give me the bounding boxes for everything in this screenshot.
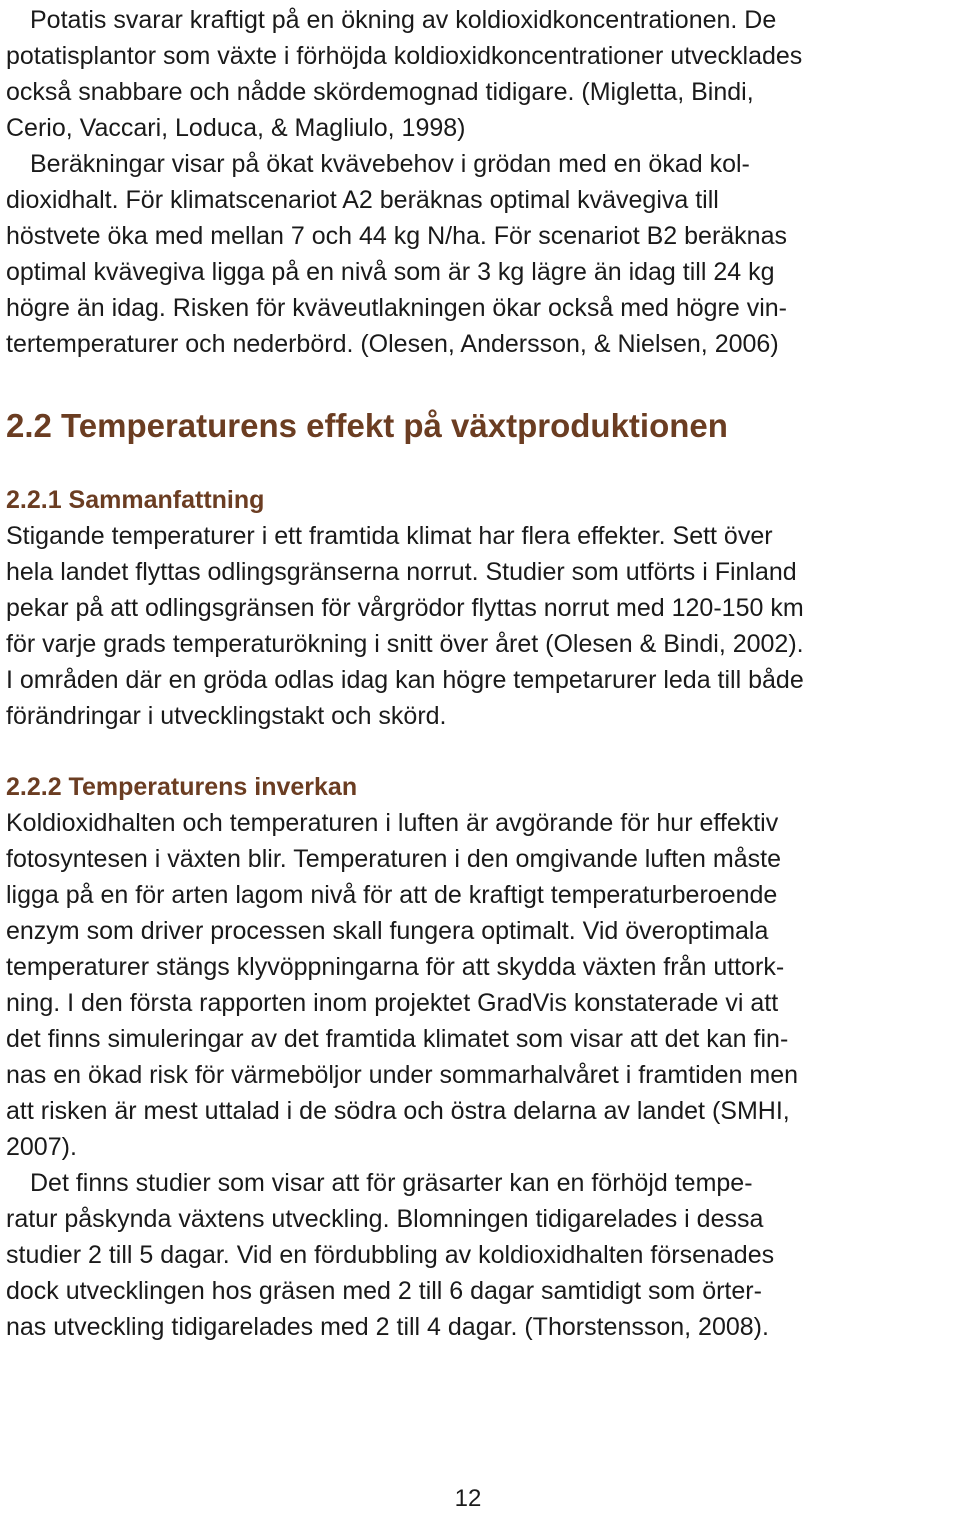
paragraph-line: att risken är mest uttalad i de södra och östra delarna av landet (SMHI, (6, 1097, 790, 1125)
subsection-heading: 2.2.1 Sammanfattning (6, 486, 265, 514)
paragraph-line: ligga på en för arten lagom nivå för att de kraftigt temperaturberoende (6, 881, 778, 909)
paragraph-line: nas utveckling tidigarelades med 2 till 4 dagar. (Thorstensson, 2008). (6, 1313, 769, 1341)
paragraph-line: Cerio, Vaccari, Loduca, & Magliulo, 1998) (6, 114, 466, 142)
paragraph-line: optimal kvävegiva ligga på en nivå som är 3 kg lägre än idag till 24 kg (6, 258, 775, 286)
paragraph-line: Koldioxidhalten och temperaturen i luften är avgörande för hur effektiv (6, 809, 779, 837)
paragraph-line: temperaturer stängs klyvöppningarna för att skydda växten från uttork- (6, 953, 785, 981)
paragraph-line: högre än idag. Risken för kväveutlakningen ökar också med högre vin- (6, 294, 787, 322)
paragraph-line: för varje grads temperaturökning i snitt över året (Olesen & Bindi, 2002). (6, 630, 804, 658)
paragraph-line: potatisplantor som växte i förhöjda koldioxidkoncentrationer utvecklades (6, 42, 803, 70)
paragraph-line: Potatis svarar kraftigt på en ökning av koldioxidkoncentrationen. De (30, 6, 777, 34)
paragraph-line: tertemperaturer och nederbörd. (Olesen, Andersson, & Nielsen, 2006) (6, 330, 779, 358)
paragraph-line: fotosyntesen i växten blir. Temperaturen i den omgivande luften måste (6, 845, 781, 873)
page-number: 12 (454, 1485, 482, 1512)
paragraph-line: höstvete öka med mellan 7 och 44 kg N/ha. För scenariot B2 beräknas (6, 222, 787, 250)
paragraph-line: nas en ökad risk för värmeböljor under sommarhalvåret i framtiden men (6, 1061, 799, 1089)
subsection-heading: 2.2.2 Temperaturens inverkan (6, 773, 358, 801)
paragraph-line: enzym som driver processen skall fungera optimalt. Vid överoptimala (6, 917, 769, 945)
paragraph-line: Stigande temperaturer i ett framtida klimat har flera effekter. Sett över (6, 522, 773, 550)
paragraph-line: Beräkningar visar på ökat kvävebehov i grödan med en ökad kol- (30, 150, 750, 178)
section-heading: 2.2 Temperaturens effekt på växtproduktionen (6, 407, 728, 444)
paragraph-line: pekar på att odlingsgränsen för vårgrödor flyttas norrut med 120-150 km (6, 594, 804, 622)
paragraph-line: hela landet flyttas odlingsgränserna norrut. Studier som utförts i Finland (6, 558, 797, 586)
paragraph-line: dock utvecklingen hos gräsen med 2 till 6 dagar samtidigt som örter- (6, 1277, 762, 1305)
paragraph-line: förändringar i utvecklingstakt och skörd. (6, 702, 447, 730)
paragraph-line: också snabbare och nådde skördemognad tidigare. (Migletta, Bindi, (6, 78, 754, 106)
paragraph-line: studier 2 till 5 dagar. Vid en fördubbling av koldioxidhalten försenades (6, 1241, 775, 1269)
paragraph-line: ratur påskynda växtens utveckling. Blomningen tidigarelades i dessa (6, 1205, 764, 1233)
paragraph-line: I områden där en gröda odlas idag kan högre tempetarurer leda till både (6, 666, 804, 694)
paragraph-line: ning. I den första rapporten inom projektet GradVis konstaterade vi att (6, 989, 779, 1017)
paragraph-line: dioxidhalt. För klimatscenariot A2 beräknas optimal kvävegiva till (6, 186, 719, 214)
paragraph-line: Det finns studier som visar att för gräsarter kan en förhöjd tempe- (30, 1169, 753, 1197)
paragraph-line: det finns simuleringar av det framtida klimatet som visar att det kan fin- (6, 1025, 789, 1053)
paragraph-line: 2007). (6, 1133, 77, 1161)
